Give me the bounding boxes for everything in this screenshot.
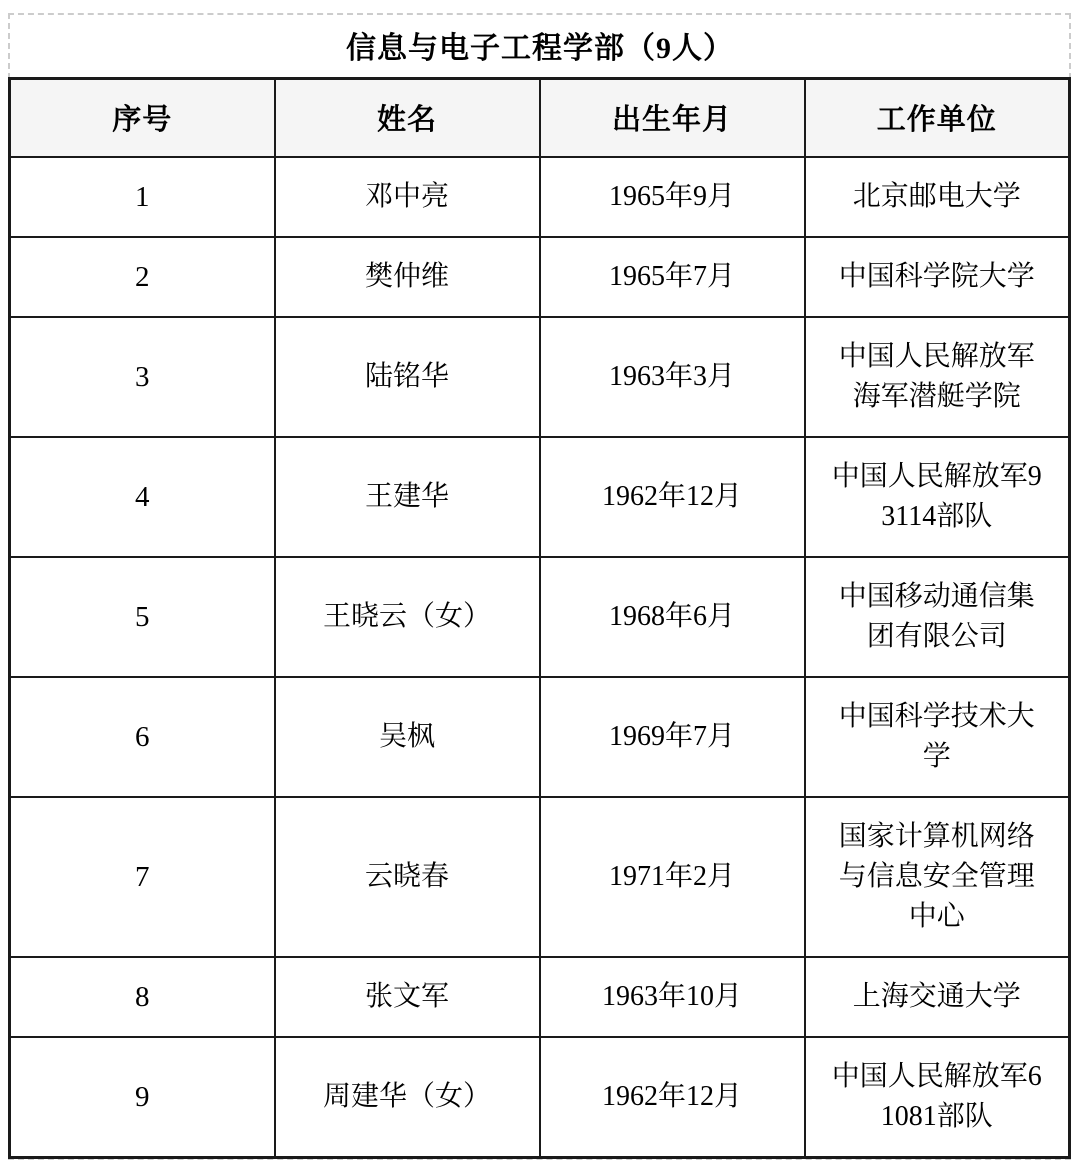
- work-unit-cell: 国家计算机网络与信息安全管理中心: [805, 797, 1070, 957]
- table-row: [10, 157, 1070, 237]
- birth-date-cell: 1963年3月: [540, 317, 805, 437]
- row-number-cell: 5: [10, 557, 275, 677]
- row-number-cell: 1: [10, 157, 275, 237]
- work-unit-cell: 中国科学院大学: [805, 237, 1070, 317]
- work-unit-cell: 中国科学技术大学: [805, 677, 1070, 797]
- column-header-no: 序号: [10, 79, 275, 157]
- birth-date-cell: 1971年2月: [540, 797, 805, 957]
- name-cell: 王建华: [275, 437, 540, 557]
- name-cell: 陆铭华: [275, 317, 540, 437]
- table-header: [10, 79, 1070, 157]
- name-cell: 樊仲维: [275, 237, 540, 317]
- work-unit-cell: 中国人民解放军61081部队: [805, 1037, 1070, 1158]
- page-title: 信息与电子工程学部（9人）: [346, 32, 734, 65]
- row-number-cell: 9: [10, 1037, 275, 1158]
- work-unit-cell: 中国人民解放军93114部队: [805, 437, 1070, 557]
- name-cell: 云晓春: [275, 797, 540, 957]
- work-unit-cell: 中国人民解放军海军潜艇学院: [805, 317, 1070, 437]
- row-number-cell: 7: [10, 797, 275, 957]
- table-row: [10, 797, 1070, 957]
- row-number-cell: 3: [10, 317, 275, 437]
- column-header-birth: 出生年月: [540, 79, 805, 157]
- table-row: [10, 437, 1070, 557]
- row-number-cell: 2: [10, 237, 275, 317]
- work-unit-cell: 上海交通大学: [805, 957, 1070, 1037]
- table-row: [10, 317, 1070, 437]
- name-cell: 吴枫: [275, 677, 540, 797]
- title-bar: [10, 13, 1070, 77]
- column-header-org: 工作单位: [805, 79, 1070, 157]
- table-row: [10, 677, 1070, 797]
- birth-date-cell: 1968年6月: [540, 557, 805, 677]
- row-number-cell: 4: [10, 437, 275, 557]
- birth-date-cell: 1965年7月: [540, 237, 805, 317]
- birth-date-cell: 1969年7月: [540, 677, 805, 797]
- member-table: [8, 77, 1071, 1159]
- row-number-cell: 8: [10, 957, 275, 1037]
- work-unit-cell: 北京邮电大学: [805, 157, 1070, 237]
- birth-date-cell: 1962年12月: [540, 437, 805, 557]
- table-row: [10, 557, 1070, 677]
- table-body: [10, 157, 1070, 1158]
- table-row: [10, 957, 1070, 1037]
- name-cell: 王晓云（女）: [275, 557, 540, 677]
- row-number-cell: 6: [10, 677, 275, 797]
- table-row: [10, 237, 1070, 317]
- work-unit-cell: 中国移动通信集团有限公司: [805, 557, 1070, 677]
- birth-date-cell: 1965年9月: [540, 157, 805, 237]
- birth-date-cell: 1962年12月: [540, 1037, 805, 1158]
- name-cell: 周建华（女）: [275, 1037, 540, 1158]
- name-cell: 张文军: [275, 957, 540, 1037]
- name-cell: 邓中亮: [275, 157, 540, 237]
- header-row: [10, 79, 1070, 157]
- table-row: [10, 1037, 1070, 1158]
- birth-date-cell: 1963年10月: [540, 957, 805, 1037]
- column-header-name: 姓名: [275, 79, 540, 157]
